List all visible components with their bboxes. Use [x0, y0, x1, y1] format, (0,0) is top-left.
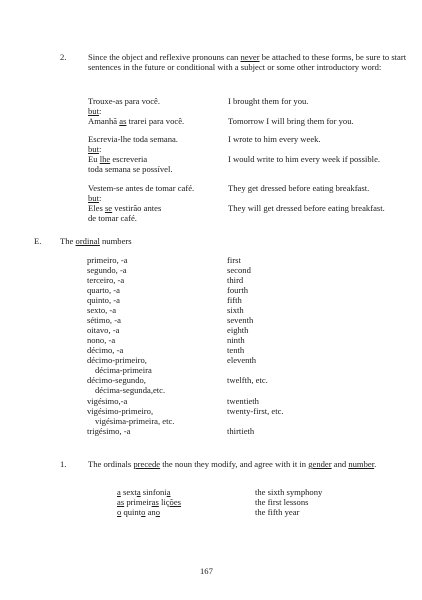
- example-6-pt-cont: de tomar café.: [88, 213, 137, 223]
- agreement-example-en: the fifth year: [255, 507, 300, 517]
- ordinal-portuguese: segundo, -a: [87, 265, 127, 275]
- ordinal-portuguese: nono, -a: [87, 335, 116, 345]
- ordinal-english: first: [227, 255, 241, 265]
- ordinal-english: fifth: [227, 295, 242, 305]
- example-6-pt: Eles se vestirão antes: [88, 203, 162, 213]
- ordinal-english: second: [227, 265, 251, 275]
- ordinal-english: thirtieth: [227, 426, 255, 436]
- emphasis-pronoun: se: [104, 203, 113, 213]
- ordinal-portuguese: vigésimo,-a: [87, 396, 128, 406]
- ordinal-portuguese: quinto, -a: [87, 295, 120, 305]
- ordinal-portuguese: terceiro, -a: [87, 275, 125, 285]
- but-label-3: but:: [88, 193, 102, 203]
- but-word: but: [88, 106, 99, 116]
- example-1-pt: Trouxe-as para você.: [88, 96, 160, 106]
- example-4-pt: Eu lhe escreveria: [88, 154, 148, 164]
- point-number: 2.: [60, 52, 67, 62]
- example-5-pt: Vestem-se antes de tomar café.: [88, 183, 195, 193]
- ordinal-portuguese: vigésima-primeira, etc.: [95, 416, 175, 426]
- ordinal-english: eighth: [227, 325, 249, 335]
- ordinal-portuguese: quarto, -a: [87, 285, 120, 295]
- ordinal-english: tenth: [227, 345, 245, 355]
- ordinal-portuguese: sétimo, -a: [87, 315, 121, 325]
- ordinal-portuguese: décima-segunda,etc.: [95, 385, 166, 395]
- point-1-text: The ordinals precede the noun they modify, and agree with it in gender and number.: [88, 459, 377, 469]
- emphasis-pronoun: lhe: [99, 154, 111, 164]
- example-3-pt: Escrevia-lhe toda semana.: [88, 134, 178, 144]
- emphasis-gender: gender: [308, 459, 332, 469]
- ordinal-english: twenty-first, etc.: [227, 406, 284, 416]
- ordinal-portuguese: sexto, -a: [87, 305, 117, 315]
- section-heading: The ordinal numbers: [60, 236, 132, 246]
- agreement-example-pt: o quinto ano: [117, 507, 160, 517]
- example-3-en: I wrote to him every week.: [228, 134, 321, 144]
- ordinal-portuguese: oitavo, -a: [87, 325, 120, 335]
- ordinal-portuguese: vigésimo-primeiro,: [87, 406, 154, 416]
- ordinal-english: fourth: [227, 285, 249, 295]
- emphasis-pronoun: as: [119, 116, 127, 126]
- emphasis-ordinal: ordinal: [75, 236, 100, 246]
- ordinal-portuguese: trigésimo, -a: [87, 426, 131, 436]
- point-2-text-a: Since the object and reflexive pronouns can: [88, 52, 241, 62]
- agreement-example-en: the first lessons: [255, 497, 309, 507]
- point-number: 1.: [60, 459, 67, 469]
- point-2-text: [88, 52, 410, 73]
- ordinal-english: ninth: [227, 335, 245, 345]
- example-4-pt-cont: toda semana se possível.: [88, 164, 173, 174]
- section-letter: E.: [34, 236, 42, 246]
- ordinal-english: third: [227, 275, 244, 285]
- but-word: but: [88, 144, 99, 154]
- but-label-2: but:: [88, 144, 102, 154]
- but-label-1: but:: [88, 106, 102, 116]
- ordinal-english: eleventh: [227, 355, 257, 365]
- agreement-example-pt: a sexta sinfonia: [117, 487, 171, 497]
- emphasis-number: number: [348, 459, 375, 469]
- ordinal-portuguese: décimo, -a: [87, 345, 124, 355]
- emphasis-precede: precede: [133, 459, 161, 469]
- ordinal-english: twelfth, etc.: [227, 375, 268, 385]
- ordinal-english: seventh: [227, 315, 254, 325]
- ordinal-english: sixth: [227, 305, 244, 315]
- example-5-en: They get dressed before eating breakfast.: [228, 183, 370, 193]
- but-word: but: [88, 193, 99, 203]
- point-2-text-b: be attached to these forms, be sure to start sentences in the future or conditional with a subject or some other introductory word:: [88, 52, 407, 73]
- example-6-en: They will get dressed before eating breakfast.: [228, 203, 385, 213]
- page-number: 167: [200, 566, 213, 576]
- ordinal-portuguese: décima-primeira: [95, 365, 152, 375]
- ordinal-portuguese: décimo-segundo,: [87, 375, 146, 385]
- agreement-example-pt: as primeiras lições: [117, 497, 182, 507]
- ordinal-portuguese: primeiro, -a: [87, 255, 128, 265]
- ordinal-portuguese: décimo-primeiro,: [87, 355, 147, 365]
- example-4-en: I would write to him every week if possible.: [228, 154, 381, 164]
- example-2-pt: Amanhã as trarei para você.: [88, 116, 185, 126]
- ordinal-english: twentieth: [227, 396, 259, 406]
- agreement-example-en: the sixth symphony: [255, 487, 323, 497]
- emphasis-never: never: [240, 52, 260, 62]
- example-1-en: I brought them for you.: [228, 96, 309, 106]
- example-2-en: Tomorrow I will bring them for you.: [228, 116, 354, 126]
